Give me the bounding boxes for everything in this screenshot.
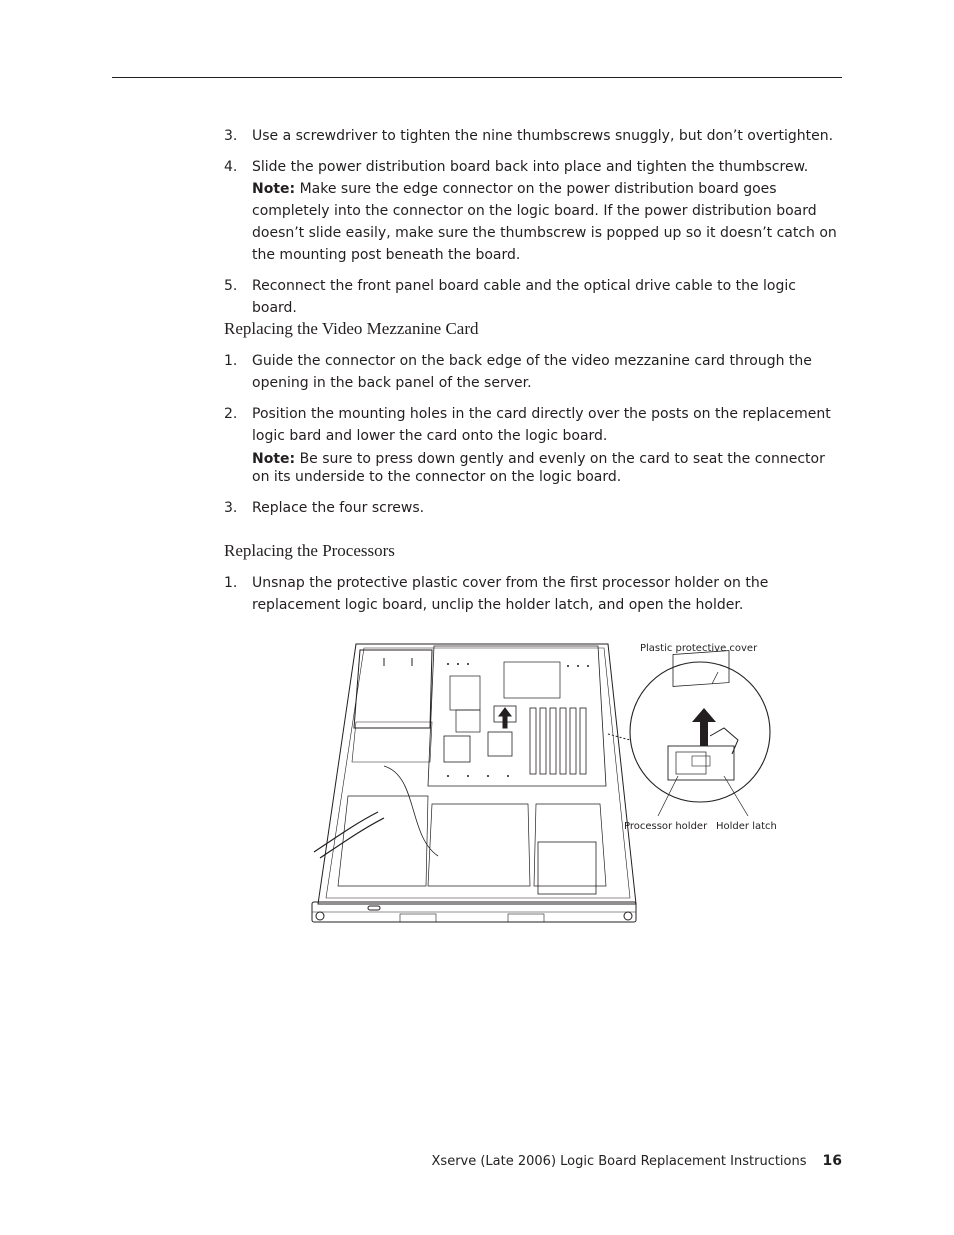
step-text: Guide the connector on the back edge of the video mezzanine card through the opening in the back panel of the server. <box>252 353 812 391</box>
step-number: 3. <box>224 128 238 144</box>
heading-video-mezzanine: Replacing the Video Mezzanine Card <box>224 319 479 338</box>
heading-processors: Replacing the Processors <box>224 541 395 560</box>
note-label: Note: <box>252 451 296 467</box>
note-text: Make sure the edge connector on the power distribution board goes completely into the connector on the logic board. If the power distribution board doesn’t slide easily, make sure the thumbscrew is popped up so it doesn’t catch on the mounting post beneath the board. <box>252 181 837 263</box>
step-3-tighten-thumbscrews <box>224 125 844 147</box>
step-text: Use a screwdriver to tighten the nine thumbscrews snuggly, but don’t overtighten. <box>252 128 834 144</box>
note <box>252 178 844 266</box>
step-number: 4. <box>224 159 238 175</box>
note <box>252 450 844 486</box>
step-text: Reconnect the front panel board cable and the optical drive cable to the logic board. <box>252 278 796 316</box>
step-number: 5. <box>224 278 238 294</box>
label-holder-latch: Holder latch <box>716 821 777 832</box>
header-rule <box>112 77 842 78</box>
footer-title: Xserve (Late 2006) Logic Board Replacement Instructions <box>431 1154 807 1169</box>
note-text: Be sure to press down gently and evenly on the card to seat the connector on its underside to the connector on the logic board. <box>252 451 825 485</box>
step-text: Position the mounting holes in the card directly over the posts on the replacement logic bard and lower the card onto the logic board. <box>252 406 831 444</box>
step-number: 1. <box>224 575 238 591</box>
step-5-reconnect-cables <box>224 275 844 319</box>
page-footer <box>432 1153 842 1169</box>
step-number: 2. <box>224 406 238 422</box>
step-4-slide-power-board <box>224 156 844 266</box>
label-plastic-cover: Plastic protective cover <box>640 643 758 654</box>
step-text: Slide the power distribution board back into place and tighten the thumbscrew. <box>252 159 809 175</box>
step-text: Replace the four screws. <box>252 500 425 516</box>
step-number: 1. <box>224 353 238 369</box>
note-label: Note: <box>252 181 296 197</box>
video-step-2 <box>224 403 844 486</box>
video-step-1 <box>224 350 844 394</box>
step-text: Unsnap the protective plastic cover from the first processor holder on the replacement logic board, unclip the holder latch, and open the holder. <box>252 575 769 613</box>
server-illustration <box>308 636 778 928</box>
page-number: 16 <box>822 1153 842 1169</box>
processor-step-1 <box>224 572 844 616</box>
label-processor-holder: Processor holder <box>624 821 708 832</box>
video-step-3 <box>224 497 844 519</box>
step-number: 3. <box>224 500 238 516</box>
